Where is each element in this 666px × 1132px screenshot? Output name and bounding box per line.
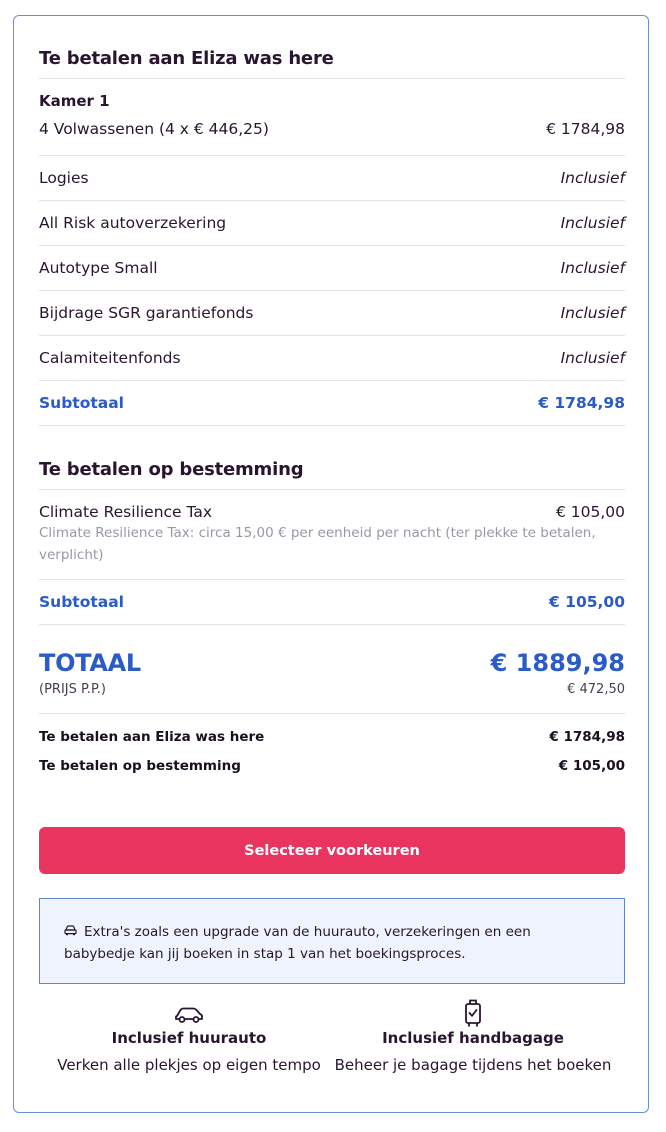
- total-value: € 1889,98: [490, 649, 625, 677]
- subtotal-value: € 1784,98: [538, 394, 625, 412]
- price-summary-card: [13, 15, 649, 1113]
- subtotal-label: Subtotaal: [39, 394, 124, 412]
- feature-title: Inclusief huurauto: [111, 1029, 267, 1047]
- room-line-label: 4 Volwassenen (4 x € 446,25): [39, 120, 269, 138]
- feature-title: Inclusief handbagage: [382, 1029, 564, 1047]
- subtotal-label: Subtotaal: [39, 593, 124, 611]
- select-preferences-button[interactable]: Selecteer voorkeuren: [39, 827, 625, 874]
- list-item: [39, 214, 625, 232]
- summary-value: € 1784,98: [549, 729, 625, 745]
- luggage-check-icon: [328, 999, 618, 1027]
- room-line-value: € 1784,98: [546, 120, 625, 138]
- info-text: Extra's zoals een upgrade van de huurauto, verzekeringen en een babybedje kan jij boeken in stap 1 van het boekingsproces.: [64, 924, 531, 962]
- divider: [39, 290, 625, 291]
- divider: [39, 200, 625, 201]
- feature-description: Beheer je bagage tijdens het boeken: [334, 1056, 612, 1074]
- divider: [39, 489, 625, 490]
- summary-row: [39, 729, 625, 745]
- item-label: Autotype Small: [39, 259, 158, 277]
- subtotal-value: € 105,00: [549, 593, 625, 611]
- feature-description: Verken alle plekjes op eigen tempo: [57, 1056, 321, 1074]
- divider: [39, 425, 625, 426]
- divider: [39, 335, 625, 336]
- summary-label: Te betalen op bestemming: [39, 758, 241, 774]
- tax-value: € 105,00: [555, 503, 625, 521]
- price-per-person-row: [39, 682, 625, 697]
- room-line: [39, 120, 625, 138]
- feature-rental-car: [44, 999, 334, 1074]
- item-value: Inclusief: [560, 214, 625, 232]
- tax-label: Climate Resilience Tax: [39, 503, 213, 521]
- divider: [39, 380, 625, 381]
- item-value: Inclusief: [560, 349, 625, 367]
- tax-line: [39, 503, 625, 521]
- subtotal-row: [39, 394, 625, 412]
- divider: [39, 78, 625, 79]
- summary-value: € 105,00: [558, 758, 625, 774]
- item-label: Bijdrage SGR garantiefonds: [39, 304, 254, 322]
- section-title-provider: Te betalen aan Eliza was here: [39, 48, 334, 69]
- tax-note: Climate Resilience Tax: circa 15,00 € per eenheid per nacht (ter plekke te betalen, verplicht): [39, 525, 596, 563]
- pp-value: € 472,50: [567, 682, 625, 697]
- divider: [39, 245, 625, 246]
- list-item: [39, 304, 625, 322]
- divider: [39, 155, 625, 156]
- list-item: [39, 259, 625, 277]
- list-item: [39, 169, 625, 187]
- item-label: All Risk autoverzekering: [39, 214, 227, 232]
- total-row: [39, 649, 625, 677]
- car-icon: [44, 999, 334, 1027]
- item-value: Inclusief: [560, 169, 625, 187]
- divider: [39, 624, 625, 625]
- list-item: [39, 349, 625, 367]
- pp-label: (PRIJS P.P.): [39, 682, 106, 697]
- divider: [39, 713, 625, 714]
- summary-row: [39, 758, 625, 774]
- feature-hand-luggage: [328, 999, 618, 1074]
- room-title: Kamer 1: [39, 92, 110, 110]
- car-icon: [64, 921, 78, 943]
- summary-label: Te betalen aan Eliza was here: [39, 729, 265, 745]
- item-value: Inclusief: [560, 259, 625, 277]
- section-title-destination: Te betalen op bestemming: [39, 459, 304, 480]
- info-box: [39, 898, 625, 984]
- subtotal-row: [39, 593, 625, 611]
- divider: [39, 579, 625, 580]
- item-label: Logies: [39, 169, 89, 187]
- total-label: TOTAAL: [39, 649, 141, 677]
- item-label: Calamiteitenfonds: [39, 349, 181, 367]
- item-value: Inclusief: [560, 304, 625, 322]
